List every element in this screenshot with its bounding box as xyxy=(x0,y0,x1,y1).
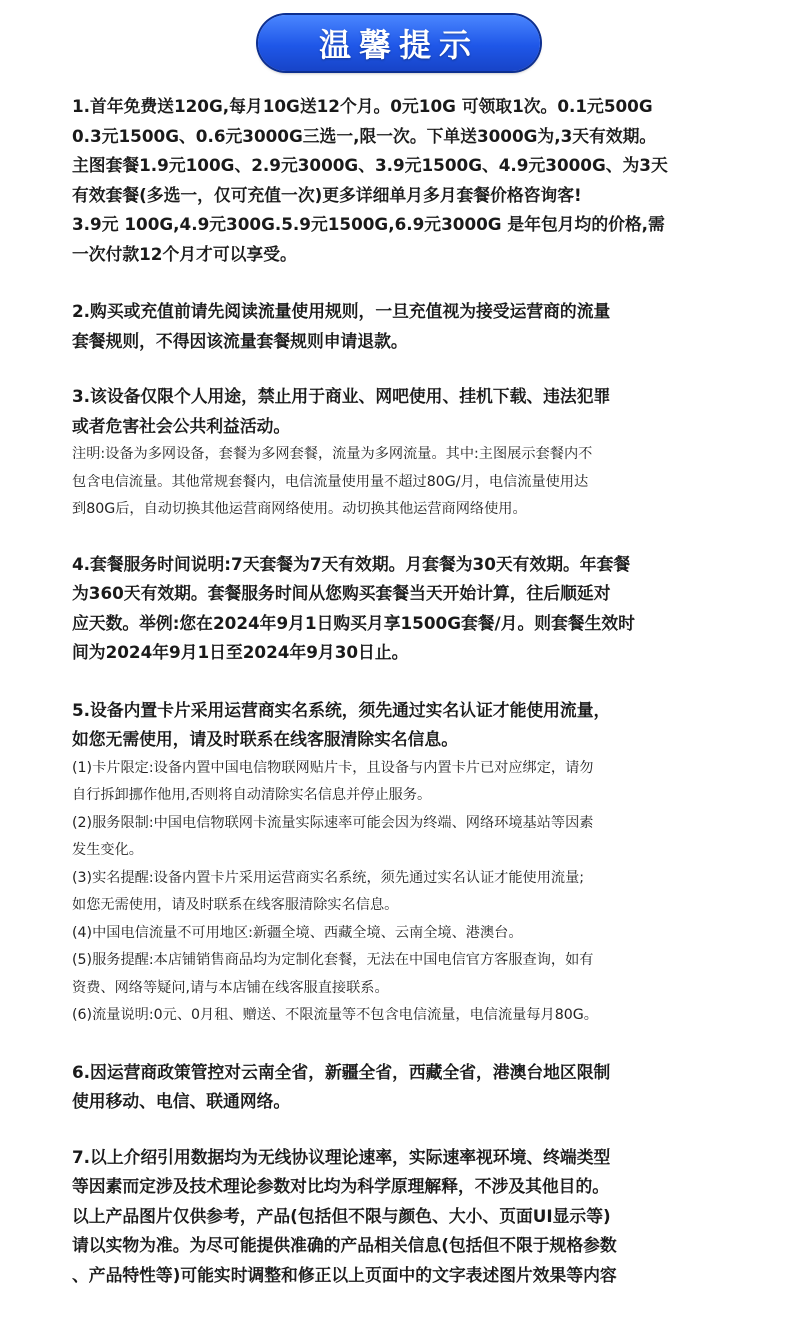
notice-section-7 xyxy=(72,1143,748,1291)
section-note-line: 到80G后，自动切换其他运营商网络使用。动切换其他运营商网络使用。 xyxy=(72,501,527,517)
section-heading-line: 如您无需使用，请及时联系在线客服清除实名信息。 xyxy=(72,729,458,749)
section-heading-line: 等因素而定涉及技术理论参数对比均为科学原理解释，不涉及其他目的。 xyxy=(72,1176,610,1196)
notice-section-6 xyxy=(72,1058,748,1117)
section-heading-line: 套餐规则，不得因该流量套餐规则申请退款。 xyxy=(72,330,408,351)
section-note-line: (3)实名提醒:设备内置卡片采用运营商实名系统，须先通过实名认证才能使用流量; xyxy=(72,869,585,886)
section-heading-line: 1.首年免费送120G,每月10G送12个月。0元10G 可领取1次。0.1元500G xyxy=(72,96,653,116)
section-note-line: 注明:设备为多网设备，套餐为多网套餐，流量为多网流量。其中:主图展示套餐内不 xyxy=(72,446,593,462)
section-heading-line: 使用移动、电信、联通网络。 xyxy=(72,1091,291,1111)
section-heading-line: 请以实物为准。为尽可能提供准确的产品相关信息(包括但不限于规格参数 xyxy=(72,1235,617,1255)
section-note-line: 包含电信流量。其他常规套餐内，电信流量使用量不超过80G/月，电信流量使用达 xyxy=(72,473,589,490)
section-heading-line: 间为2024年9月1日至2024年9月30日止。 xyxy=(72,642,409,662)
section-heading-line: 4.套餐服务时间说明:7天套餐为7天有效期。月套餐为30天有效期。年套餐 xyxy=(72,553,631,574)
section-heading-line: 应天数。举例:您在2024年9月1日购买月享1500G套餐/月。则套餐生效时 xyxy=(72,612,635,633)
section-note-line: 资费、网络等疑问,请与本店铺在线客服直接联系。 xyxy=(72,979,389,996)
section-heading-line: 7.以上介绍引用数据均为无线协议理论速率，实际速率视环境、终端类型 xyxy=(72,1146,611,1167)
section-note-line: (2)服务限制:中国电信物联网卡流量实际速率可能会因为终端、网络环境基站等因素 xyxy=(72,814,594,831)
section-note-line: (4)中国电信流量不可用地区:新疆全境、西藏全境、云南全境、港澳台。 xyxy=(72,924,523,941)
section-heading-line: 3.9元 100G,4.9元300G.5.9元1500G,6.9元3000G 是年包月均的价格,需 xyxy=(72,214,665,234)
notice-section-2 xyxy=(72,297,748,356)
section-heading-line: 有效套餐(多选一，仅可充值一次)更多详细单月多月套餐价格咨询客! xyxy=(72,184,582,205)
section-note-line: (1)卡片限定:设备内置中国电信物联网贴片卡，且设备与内置卡片已对应绑定，请勿 xyxy=(72,759,594,776)
section-heading-line: 0.3元1500G、0.6元3000G三选一,限一次。下单送3000G为,3天有效期。 xyxy=(72,125,657,146)
notice-section-1 xyxy=(72,92,748,269)
notice-section-5 xyxy=(72,696,748,1030)
section-heading-line: 或者危害社会公共利益活动。 xyxy=(72,415,291,436)
section-heading-line: 3.该设备仅限个人用途，禁止用于商业、网吧使用、挂机下载、违法犯罪 xyxy=(72,386,611,406)
page-title: 温馨提示 xyxy=(318,26,479,64)
section-heading-line: 主图套餐1.9元100G、2.9元3000G、3.9元1500G、4.9元3000G、为3天 xyxy=(72,155,668,175)
section-heading-line: 一次付款12个月才可以享受。 xyxy=(72,243,297,264)
notice-section-3 xyxy=(72,382,748,524)
section-heading-line: 、产品特性等)可能实时调整和修正以上页面中的文字表述图片效果等内容 xyxy=(72,1264,617,1285)
section-heading-line: 以上产品图片仅供参考，产品(包括但不限与颜色、大小、页面UI显示等) xyxy=(72,1205,611,1226)
notice-section-4 xyxy=(72,550,748,668)
section-note-line: (5)服务提醒:本店铺销售商品均为定制化套餐，无法在中国电信官方客服查询，如有 xyxy=(72,952,594,968)
section-note-line: 自行拆卸挪作他用,否则将自动清除实名信息并停止服务。 xyxy=(72,787,432,803)
notice-content xyxy=(72,92,748,1290)
section-note-line: 如您无需使用，请及时联系在线客服清除实名信息。 xyxy=(72,897,399,913)
section-heading-line: 6.因运营商政策管控对云南全省，新疆全省，西藏全省，港澳台地区限制 xyxy=(72,1061,611,1082)
section-note-line: (6)流量说明:0元、0月租、赠送、不限流量等不包含电信流量，电信流量每月80G。 xyxy=(72,1007,598,1023)
section-heading-line: 2.购买或充值前请先阅读流量使用规则，一旦充值视为接受运营商的流量 xyxy=(72,301,611,321)
section-heading-line: 为360天有效期。套餐服务时间从您购买套餐当天开始计算，往后顺延对 xyxy=(72,583,611,603)
section-note-line: 发生变化。 xyxy=(72,842,143,858)
section-heading-line: 5.设备内置卡片采用运营商实名系统，须先通过实名认证才能使用流量， xyxy=(72,699,611,720)
title-pill xyxy=(258,15,540,71)
title-banner xyxy=(0,0,790,80)
